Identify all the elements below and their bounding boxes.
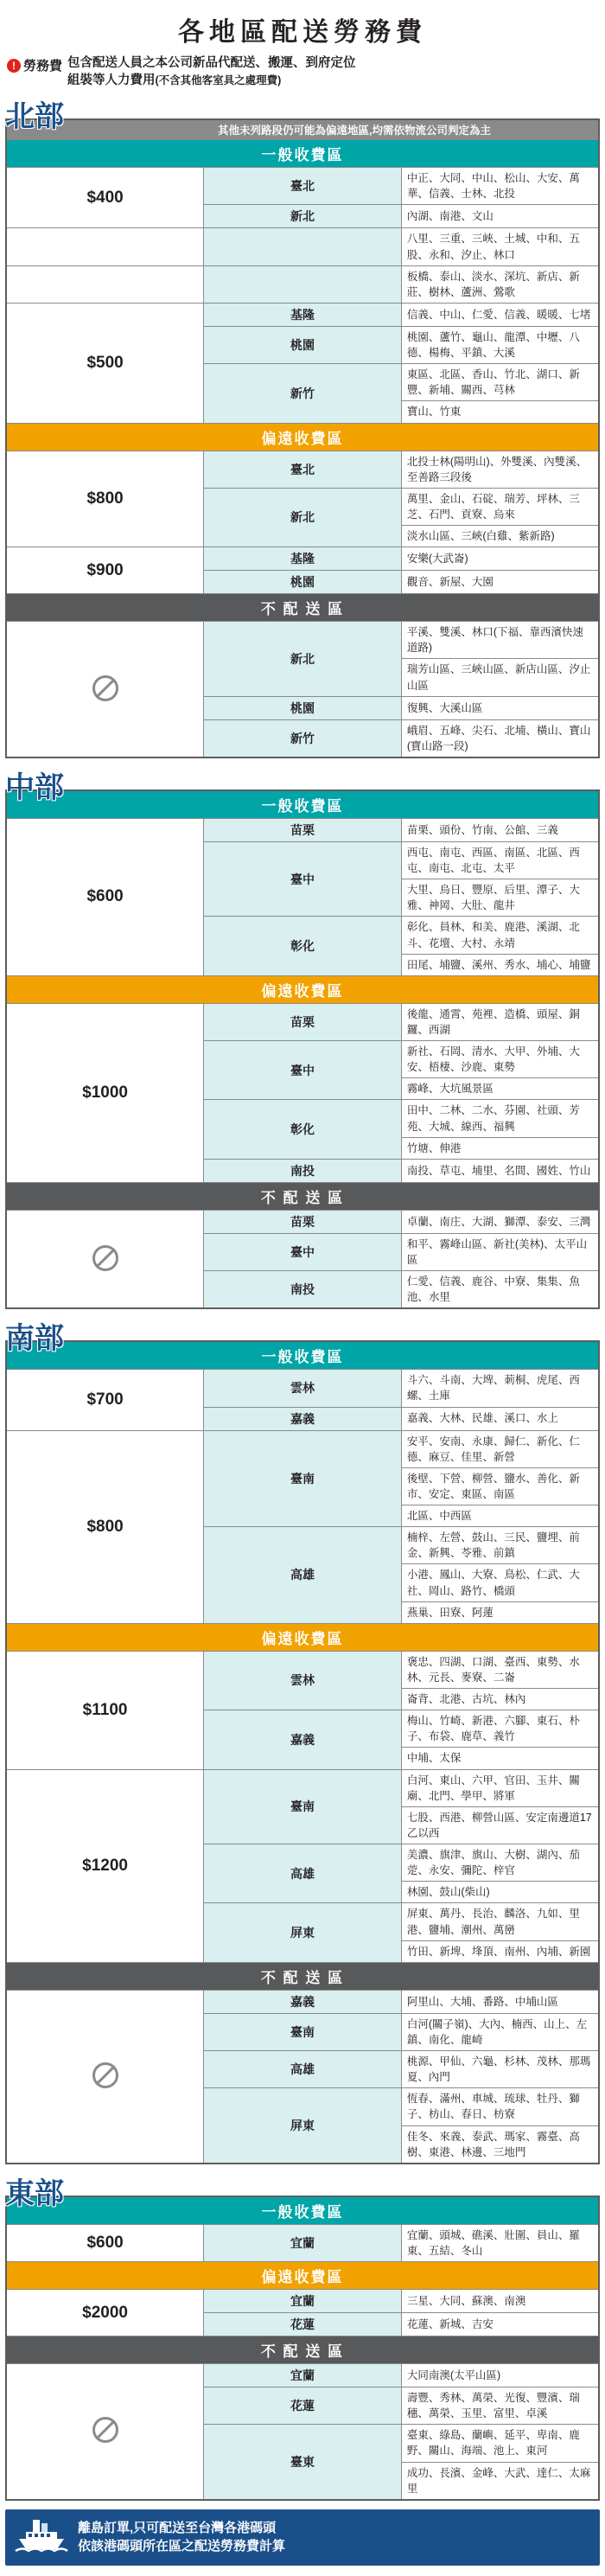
exclamation-icon: ! — [7, 59, 21, 73]
areas-cell: 白河、東山、六甲、官田、玉井、關廟、北門、學甲、將軍 — [401, 1769, 599, 1806]
areas-cell: 苗栗、頭份、竹南、公館、三義 — [401, 818, 599, 841]
city-cell: 嘉義 — [204, 1710, 402, 1769]
areas-cell: 中正、大同、中山、松山、大安、萬華、信義、士林、北投 — [401, 168, 599, 205]
section-head-none-label: 不 配 送 區 — [6, 1182, 599, 1210]
table-row — [6, 168, 599, 205]
city-cell: 桃園 — [204, 326, 402, 363]
areas-cell: 恆春、滿州、車城、琉球、牡丹、獅子、枋山、春日、枋寮 — [401, 2088, 599, 2125]
areas-cell: 淡水山區、三峽(白雞、紫新路) — [401, 526, 599, 547]
table-row — [6, 1370, 599, 1407]
notice-block — [0, 55, 605, 96]
no-delivery-icon — [6, 1990, 204, 2164]
areas-cell: 卓蘭、南庄、大湖、獅潭、泰安、三灣 — [401, 1210, 599, 1233]
areas-cell: 北區、中西區 — [401, 1505, 599, 1527]
areas-cell: 七股、西港、柳營山區、安定南邊道17乙以西 — [401, 1806, 599, 1844]
price-cell: $2000 — [6, 2290, 204, 2336]
city-cell: 新竹 — [204, 364, 402, 423]
price-cell: $1100 — [6, 1651, 204, 1769]
areas-cell: 西屯、南屯、西區、南區、北區、西屯、南屯、北屯、太平 — [401, 841, 599, 879]
areas-cell: 竹塘、伸港 — [401, 1137, 599, 1159]
region-tag-central: 中部 — [5, 770, 64, 804]
city-cell: 彰化 — [204, 917, 402, 975]
price-cell: $700 — [6, 1370, 204, 1430]
city-cell: 南投 — [204, 1159, 402, 1182]
table-row — [6, 2364, 599, 2387]
city-cell — [204, 228, 402, 265]
areas-cell: 屏東、萬丹、長治、麟洛、九如、里港、鹽埔、潮州、萬巒 — [401, 1903, 599, 1940]
areas-cell: 嘉義、大林、民雄、溪口、水上 — [401, 1407, 599, 1430]
city-cell: 彰化 — [204, 1100, 402, 1159]
city-cell: 高雄 — [204, 1844, 402, 1903]
city-cell: 雲林 — [204, 1651, 402, 1710]
areas-cell: 大同南澳(太平山區) — [401, 2364, 599, 2387]
areas-cell: 峨眉、五峰、尖石、北埔、橫山、寶山(寶山路一段) — [401, 719, 599, 757]
city-cell: 桃園 — [204, 571, 402, 594]
city-cell: 嘉義 — [204, 1407, 402, 1430]
table-row — [6, 1003, 599, 1040]
price-cell: $1200 — [6, 1769, 204, 1962]
price-cell — [6, 228, 204, 265]
table-row — [6, 265, 599, 303]
no-delivery-icon — [6, 1210, 204, 1308]
areas-cell: 後壁、下營、柳營、鹽水、善化、新市、安定、東區、南區 — [401, 1467, 599, 1505]
areas-cell: 大里、烏日、豐原、后里、潭子、大雅、神岡、大肚、龍井 — [401, 879, 599, 917]
areas-cell: 桃源、甲仙、六龜、杉林、茂林、那瑪夏、內門 — [401, 2051, 599, 2088]
areas-cell: 觀音、新屋、大園 — [401, 571, 599, 594]
table-row — [6, 622, 599, 659]
table-row — [6, 451, 599, 488]
city-cell: 臺中 — [204, 1041, 402, 1100]
areas-cell: 信義、中山、仁愛、信義、暖暖、七堵 — [401, 303, 599, 326]
region-south-table — [5, 1340, 600, 2164]
spacer — [5, 1318, 600, 1340]
city-cell: 宜蘭 — [204, 2364, 402, 2387]
city-cell: 臺中 — [204, 1233, 402, 1270]
areas-cell: 竹田、新埤、埄頂、南州、內埔、新園 — [401, 1940, 599, 1962]
region-central — [5, 767, 600, 1309]
areas-cell: 平溪、雙溪、林口(下福、靠西濱快速道路) — [401, 622, 599, 659]
table-row — [6, 818, 599, 841]
areas-cell: 東區、北區、香山、竹北、湖口、新豐、新埔、關西、芎林 — [401, 364, 599, 401]
city-cell: 臺南 — [204, 2013, 402, 2050]
areas-cell: 仁愛、信義、鹿谷、中寮、集集、魚池、水里 — [401, 1271, 599, 1309]
footer-line-1: 離島訂單,只可配送至台灣各港碼頭 — [78, 2520, 277, 2535]
areas-cell: 中埔、太保 — [401, 1748, 599, 1769]
areas-cell: 南投、草屯、埔里、名間、國姓、竹山 — [401, 1159, 599, 1182]
city-cell: 雲林 — [204, 1370, 402, 1407]
section-head-remote-label: 偏遠收費區 — [6, 423, 599, 451]
notice-line-2-sub: (不含其他客室具之處理費) — [155, 74, 282, 86]
section-head-none — [6, 1182, 599, 1210]
areas-cell: 小港、鳳山、大寮、鳥松、仁武、大社、岡山、路竹、橋頭 — [401, 1564, 599, 1601]
areas-cell: 田尾、埔鹽、溪州、秀水、埔心、埔鹽 — [401, 954, 599, 975]
areas-cell: 美濃、旗津、旗山、大樹、湖內、茄萣、永安、彌陀、梓官 — [401, 1844, 599, 1882]
section-head-remote — [6, 975, 599, 1003]
areas-cell: 阿里山、大埔、番路、中埔山區 — [401, 1990, 599, 2013]
city-cell: 高雄 — [204, 2051, 402, 2088]
section-head-remote-label: 偏遠收費區 — [6, 975, 599, 1003]
spacer — [5, 2173, 600, 2196]
notice-line-3: 其他未列路段仍可能為偏遠地區,均需依物流公司判定為主 — [6, 119, 599, 140]
footer-banner — [5, 2509, 600, 2566]
areas-cell: 成功、長濱、金峰、大武、達仁、太麻里 — [401, 2462, 599, 2500]
spacer — [5, 96, 600, 118]
areas-cell: 林園、鼓山(柴山) — [401, 1882, 599, 1903]
region-north-table — [5, 118, 600, 758]
region-east — [5, 2173, 600, 2501]
section-head-remote — [6, 1623, 599, 1651]
city-cell: 苗栗 — [204, 1003, 402, 1040]
table-row — [6, 303, 599, 326]
price-cell: $600 — [6, 2224, 204, 2261]
page-title: 各地區配送勞務費 — [178, 18, 427, 47]
region-south — [5, 1318, 600, 2164]
notice-body — [67, 55, 356, 89]
areas-cell: 板橋、泰山、淡水、深坑、新店、新莊、樹林、蘆洲、鶯歌 — [401, 265, 599, 303]
areas-cell: 宜蘭、頭城、礁溪、壯圍、員山、羅東、五結、冬山 — [401, 2224, 599, 2261]
section-head-normal — [6, 1341, 599, 1370]
areas-cell: 梅山、竹崎、新港、六腳、東石、朴子、布袋、鹿草、義竹 — [401, 1710, 599, 1748]
areas-cell: 崙背、北港、古坑、林內 — [401, 1689, 599, 1710]
city-cell: 宜蘭 — [204, 2224, 402, 2261]
section-head-remote-label: 偏遠收費區 — [6, 2262, 599, 2290]
section-head-normal — [6, 2196, 599, 2225]
areas-cell: 復興、大溪山區 — [401, 696, 599, 719]
price-cell: $600 — [6, 818, 204, 975]
areas-cell: 褒忠、四湖、口湖、臺西、東勢、水林、元長、麥寮、二崙 — [401, 1651, 599, 1688]
notice-line-2: 組裝等人力費用 — [67, 73, 156, 87]
table-row — [6, 1769, 599, 1806]
section-head-normal-label: 一般收費區 — [6, 140, 599, 168]
city-cell: 苗栗 — [204, 818, 402, 841]
city-cell: 宜蘭 — [204, 2290, 402, 2313]
section-head-none — [6, 2336, 599, 2364]
table-row — [6, 228, 599, 265]
city-cell: 臺中 — [204, 841, 402, 917]
areas-cell: 白河(關子嶺)、大內、楠西、山上、左鎮、南化、龍崎 — [401, 2013, 599, 2050]
city-cell — [204, 265, 402, 303]
price-cell — [6, 265, 204, 303]
areas-cell: 霧峰、大坑風景區 — [401, 1078, 599, 1100]
notice-badge-label: 勞務費 — [23, 59, 63, 74]
price-cell: $800 — [6, 451, 204, 547]
no-delivery-icon — [6, 2364, 204, 2500]
city-cell: 桃園 — [204, 696, 402, 719]
areas-cell: 燕巢、田寮、阿蓮 — [401, 1601, 599, 1623]
no-delivery-icon — [6, 622, 204, 757]
region-central-table — [5, 789, 600, 1309]
region-east-table — [5, 2196, 600, 2501]
region-north — [5, 96, 600, 758]
notice-line-1: 包含配送人員之本公司新品代配送、搬運、到府定位 — [67, 56, 356, 70]
areas-cell: 北投士林(陽明山)、外雙溪、內雙溪、至善路三段後 — [401, 451, 599, 488]
areas-cell: 彰化、員林、和美、鹿港、溪湖、北斗、花壇、大村、永靖 — [401, 917, 599, 954]
areas-cell: 壽豐、秀林、萬榮、光復、豐濱、瑞穗、萬榮、玉里、富里、卓溪 — [401, 2387, 599, 2425]
city-cell: 花蓮 — [204, 2387, 402, 2425]
section-head-remote-label: 偏遠收費區 — [6, 1623, 599, 1651]
footer-line-2: 依該港碼頭所在區之配送勞務費計算 — [78, 2539, 286, 2554]
city-cell: 新竹 — [204, 719, 402, 757]
section-head-none — [6, 1962, 599, 1990]
areas-cell: 內湖、南港、文山 — [401, 205, 599, 228]
city-cell: 南投 — [204, 1271, 402, 1309]
areas-cell: 田中、二林、二水、芬園、社頭、芳苑、大城、線西、福興 — [401, 1100, 599, 1137]
areas-cell: 萬里、金山、石碇、瑞芳、坪林、三芝、石門、貢寮、烏來 — [401, 488, 599, 525]
areas-cell: 桃園、蘆竹、龜山、龍潭、中壢、八德、楊梅、平鎮、大溪 — [401, 326, 599, 363]
price-cell: $400 — [6, 168, 204, 228]
city-cell: 新北 — [204, 205, 402, 228]
price-cell: $900 — [6, 547, 204, 594]
section-head-remote — [6, 2262, 599, 2290]
areas-cell: 和平、霧峰山區、新社(美林)、太平山區 — [401, 1233, 599, 1270]
city-cell: 臺東 — [204, 2425, 402, 2500]
areas-cell: 安平、安南、永康、歸仁、新化、仁德、麻豆、佳里、新營 — [401, 1430, 599, 1467]
areas-cell: 後龍、通霄、苑裡、造橋、頭屋、銅鑼、西湖 — [401, 1003, 599, 1040]
price-cell: $500 — [6, 303, 204, 423]
section-head-none — [6, 594, 599, 622]
city-cell: 臺北 — [204, 451, 402, 488]
city-cell: 臺北 — [204, 168, 402, 205]
city-cell: 高雄 — [204, 1527, 402, 1624]
section-head-normal-label: 一般收費區 — [6, 1341, 599, 1370]
price-cell: $1000 — [6, 1003, 204, 1182]
section-head-normal-label: 一般收費區 — [6, 2196, 599, 2225]
areas-cell: 八里、三重、三峽、土城、中和、五股、永和、汐止、林口 — [401, 228, 599, 265]
table-row — [6, 1210, 599, 1233]
areas-cell: 寶山、竹東 — [401, 401, 599, 423]
city-cell: 屏東 — [204, 2088, 402, 2164]
ship-icon — [14, 2516, 69, 2559]
table-row — [6, 1430, 599, 1467]
city-cell: 基隆 — [204, 547, 402, 571]
city-cell: 臺南 — [204, 1430, 402, 1527]
city-cell: 新北 — [204, 622, 402, 697]
table-row — [6, 1990, 599, 2013]
areas-cell: 三星、大同、蘇澳、南澳 — [401, 2290, 599, 2313]
notice-badge — [7, 55, 62, 74]
table-row — [6, 2290, 599, 2313]
city-cell: 基隆 — [204, 303, 402, 326]
areas-cell: 安樂(大武崙) — [401, 547, 599, 571]
region-tag-south: 南部 — [5, 1322, 64, 1356]
areas-cell: 花蓮、新城、吉安 — [401, 2313, 599, 2336]
table-row — [6, 2224, 599, 2261]
section-head-none-label: 不 配 送 區 — [6, 594, 599, 622]
region-tag-north: 北部 — [5, 100, 64, 134]
section-head-normal — [6, 140, 599, 168]
areas-cell: 佳冬、來義、泰武、瑪家、霧臺、高樹、東港、林邊、三地門 — [401, 2125, 599, 2164]
city-cell: 臺南 — [204, 1769, 402, 1844]
areas-cell: 瑞芳山區、三峽山區、新店山區、汐止山區 — [401, 659, 599, 696]
city-cell: 嘉義 — [204, 1990, 402, 2013]
section-head-none-label: 不 配 送 區 — [6, 1962, 599, 1990]
table-row — [6, 1651, 599, 1688]
section-head-none-label: 不 配 送 區 — [6, 2336, 599, 2364]
spacer — [5, 767, 600, 789]
price-cell: $800 — [6, 1430, 204, 1623]
section-head-normal-label: 一般收費區 — [6, 790, 599, 819]
areas-cell: 斗六、斗南、大埤、莿桐、虎尾、西螺、土庫 — [401, 1370, 599, 1407]
city-cell: 新北 — [204, 488, 402, 547]
areas-cell: 臺東、綠島、蘭嶼、延平、卑南、鹿野、關山、海端、池上、東河 — [401, 2425, 599, 2462]
city-cell: 苗栗 — [204, 1210, 402, 1233]
footer-text — [78, 2519, 285, 2557]
region-tag-east: 東部 — [5, 2176, 64, 2210]
section-head-normal — [6, 790, 599, 819]
table-row — [6, 547, 599, 571]
city-cell: 屏東 — [204, 1903, 402, 1962]
city-cell: 花蓮 — [204, 2313, 402, 2336]
notice-strip-row — [6, 119, 599, 140]
areas-cell: 楠梓、左營、鼓山、三民、鹽埋、前金、新興、苓雅、前鎮 — [401, 1527, 599, 1564]
areas-cell: 新社、石岡、清水、大甲、外埔、大安、梧棲、沙鹿、東勢 — [401, 1041, 599, 1078]
section-head-remote — [6, 423, 599, 451]
